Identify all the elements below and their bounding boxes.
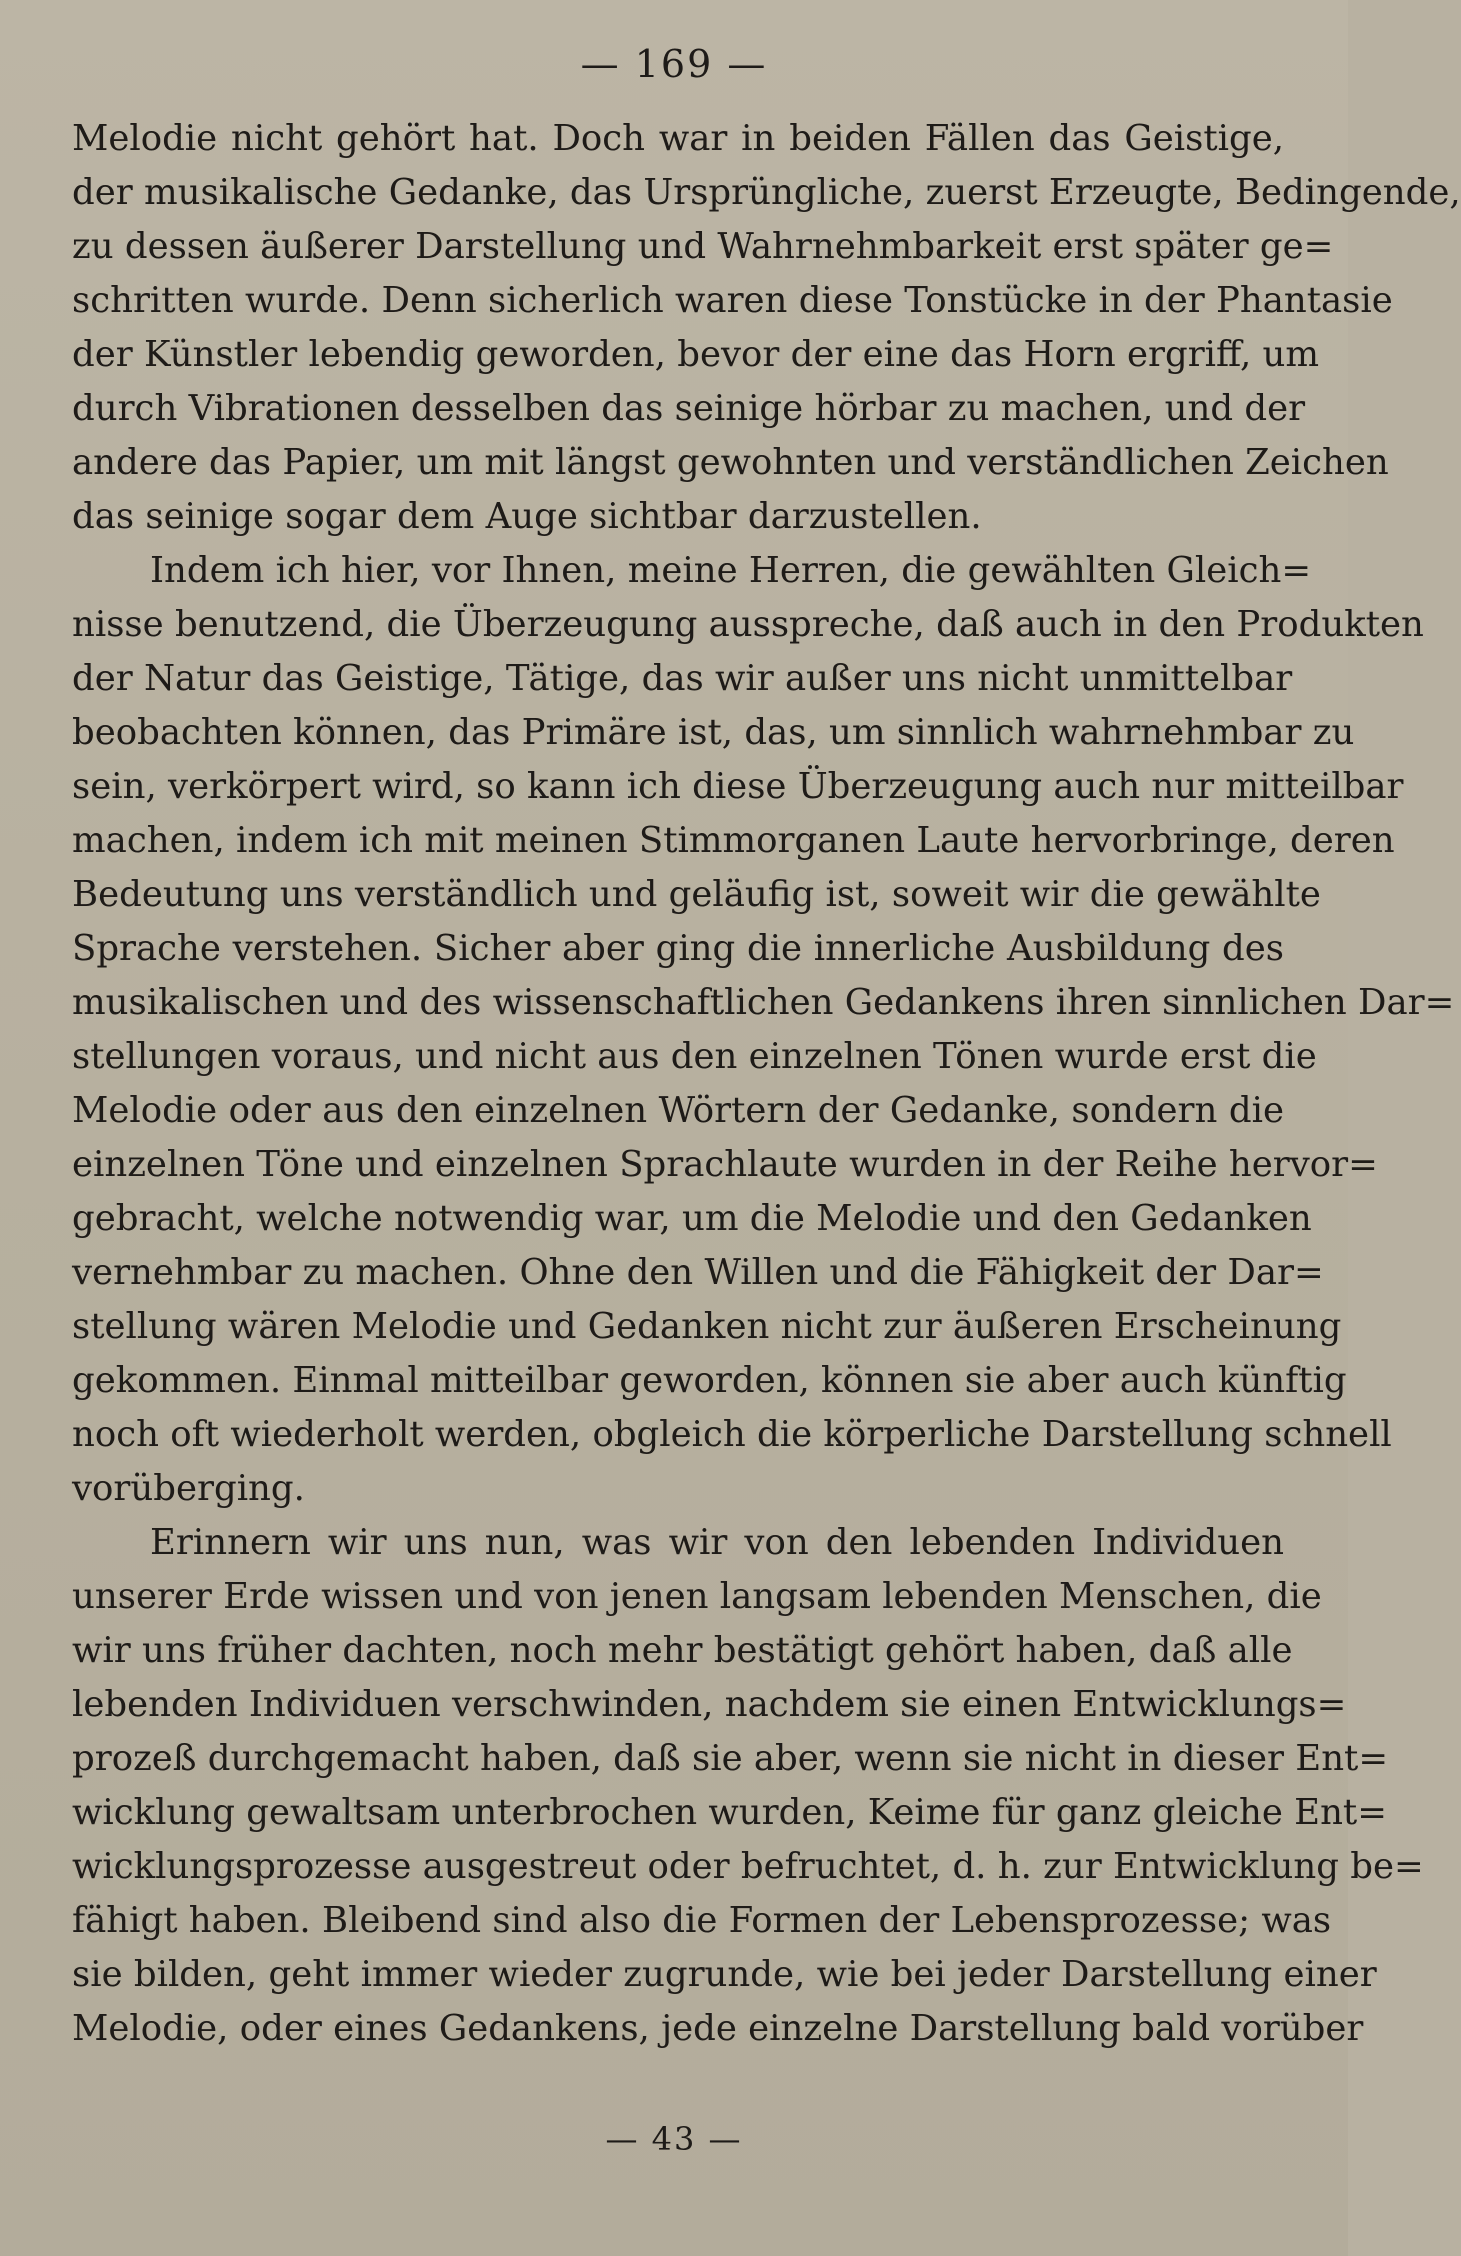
text-line: Bedeutung uns verständlich und geläufig ist, soweit wir die gewählte: [72, 874, 1321, 915]
text-line: Melodie nicht gehört hat. Doch war in beiden Fällen das Geistige,: [72, 118, 1284, 159]
text-line: Sprache verstehen. Sicher aber ging die innerliche Ausbildung des: [72, 928, 1284, 969]
text-line: beobachten können, das Primäre ist, das, um sinnlich wahrnehmbar zu: [72, 712, 1355, 753]
text-line: unserer Erde wissen und von jenen langsam lebenden Menschen, die: [72, 1576, 1322, 1617]
text-line: Indem ich hier, vor Ihnen, meine Herren, die gewählten Gleich=: [150, 550, 1312, 591]
page-number-footer: — 43 —: [605, 2120, 743, 2158]
text-line: zu dessen äußerer Darstellung und Wahrnehmbarkeit erst später ge=: [72, 226, 1334, 267]
text-line: stellung wären Melodie und Gedanken nicht zur äußeren Erscheinung: [72, 1306, 1342, 1347]
text-line: musikalischen und des wissenschaftlichen Gedankens ihren sinnlichen Dar=: [72, 982, 1455, 1023]
text-line: noch oft wiederholt werden, obgleich die körperliche Darstellung schnell: [72, 1414, 1392, 1455]
text-line: nisse benutzend, die Überzeugung ausspreche, daß auch in den Produkten: [72, 604, 1424, 645]
text-line: der musikalische Gedanke, das Ursprüngliche, zuerst Erzeugte, Bedingende,: [72, 172, 1461, 213]
text-line: fähigt haben. Bleibend sind also die Formen der Lebensprozesse; was: [72, 1900, 1332, 1941]
text-line: gebracht, welche notwendig war, um die Melodie und den Gedanken: [72, 1198, 1312, 1239]
text-line: durch Vibrationen desselben das seinige hörbar zu machen, und der: [72, 388, 1306, 429]
text-line: vernehmbar zu machen. Ohne den Willen und die Fähigkeit der Dar=: [72, 1252, 1324, 1293]
text-line: Erinnern wir uns nun, was wir von den lebenden Individuen: [150, 1522, 1284, 1563]
text-line: wir uns früher dachten, noch mehr bestätigt gehört haben, daß alle: [72, 1630, 1293, 1671]
page-number-header: — 169 —: [580, 42, 768, 86]
text-line: machen, indem ich mit meinen Stimmorganen Laute hervorbringe, deren: [72, 820, 1395, 861]
text-line: stellungen voraus, und nicht aus den einzelnen Tönen wurde erst die: [72, 1036, 1317, 1077]
body-text: [72, 112, 1461, 2056]
text-line: sein, verkörpert wird, so kann ich diese Überzeugung auch nur mitteilbar: [72, 766, 1404, 807]
text-line: Melodie oder aus den einzelnen Wörtern der Gedanke, sondern die: [72, 1090, 1284, 1131]
text-line: wicklungsprozesse ausgestreut oder befruchtet, d. h. zur Entwicklung be=: [72, 1846, 1424, 1887]
text-line: sie bilden, geht immer wieder zugrunde, wie bei jeder Darstellung einer: [72, 1954, 1377, 1995]
text-line: andere das Papier, um mit längst gewohnten und verständlichen Zeichen: [72, 442, 1389, 483]
text-line: der Natur das Geistige, Tätige, das wir außer uns nicht unmittelbar: [72, 658, 1293, 699]
text-line: lebenden Individuen verschwinden, nachdem sie einen Entwicklungs=: [72, 1684, 1347, 1725]
text-line: einzelnen Töne und einzelnen Sprachlaute wurden in der Reihe hervor=: [72, 1144, 1378, 1185]
text-line: der Künstler lebendig geworden, bevor der eine das Horn ergriff, um: [72, 334, 1320, 375]
text-line: gekommen. Einmal mitteilbar geworden, können sie aber auch künftig: [72, 1360, 1347, 1401]
text-line: das seinige sogar dem Auge sichtbar darzustellen.: [72, 496, 982, 537]
text-line: Melodie, oder eines Gedankens, jede einzelne Darstellung bald vorüber: [72, 2008, 1364, 2049]
text-line: wicklung gewaltsam unterbrochen wurden, Keime für ganz gleiche Ent=: [72, 1792, 1387, 1833]
text-line: schritten wurde. Denn sicherlich waren diese Tonstücke in der Phantasie: [72, 280, 1393, 321]
text-line: vorüberging.: [72, 1468, 305, 1509]
text-line: prozeß durchgemacht haben, daß sie aber, wenn sie nicht in dieser Ent=: [72, 1738, 1389, 1779]
